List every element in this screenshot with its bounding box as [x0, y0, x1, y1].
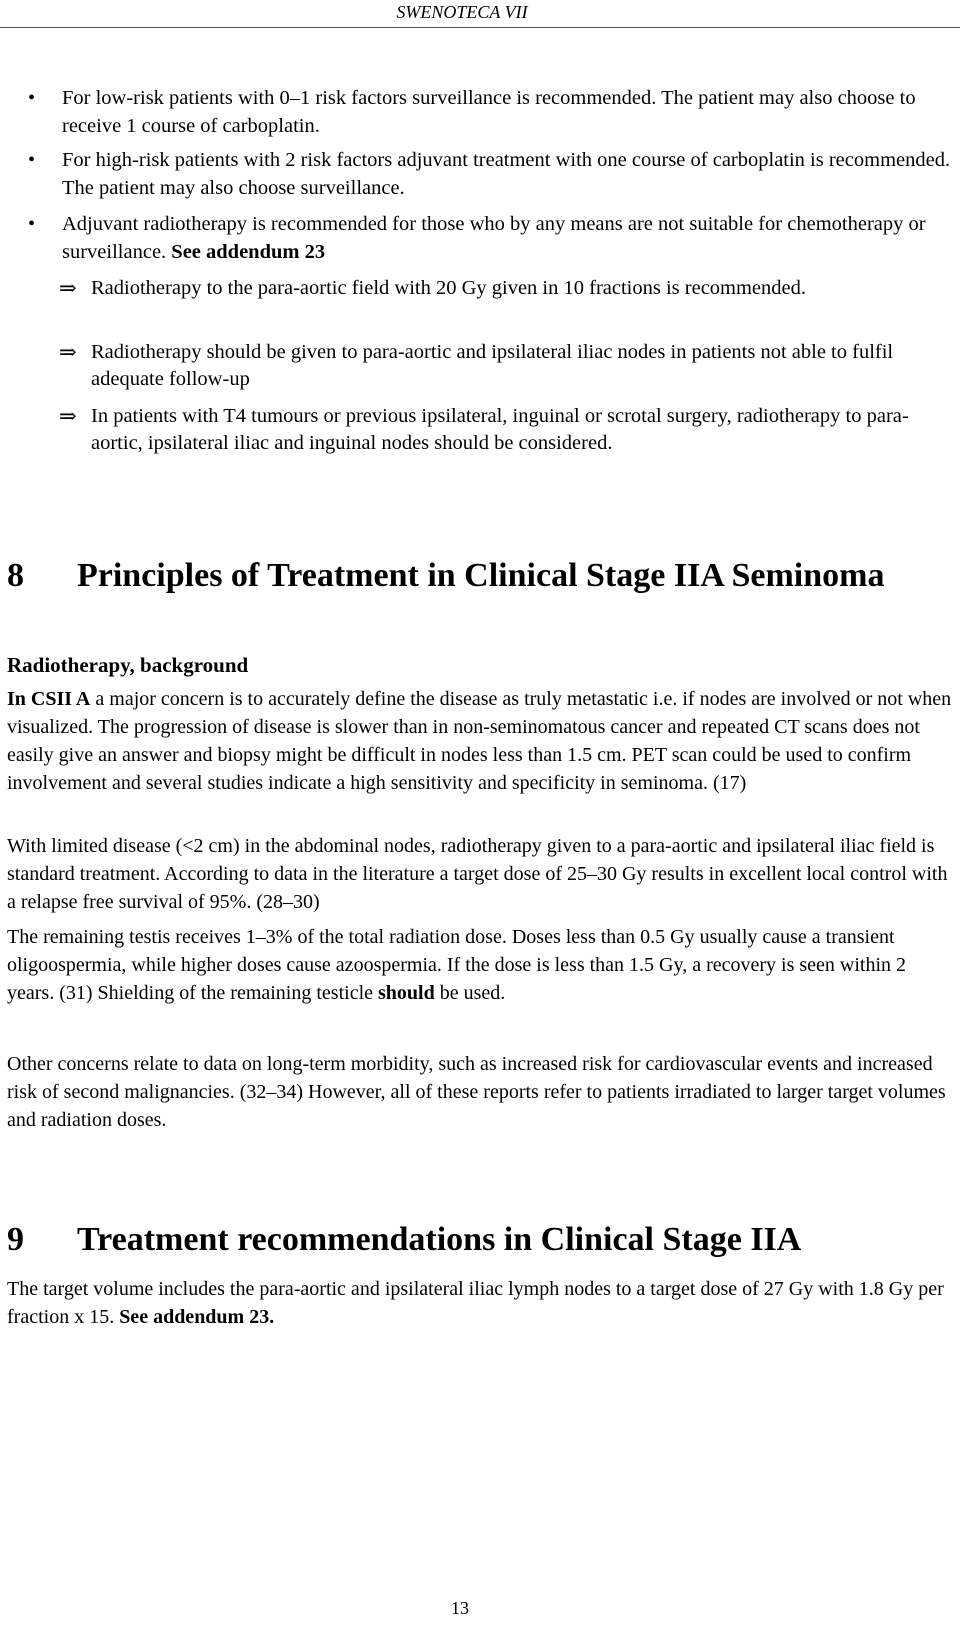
paragraph-bold-word: should	[378, 982, 435, 1004]
bullet-dot-icon: •	[28, 213, 36, 235]
arrow-text: Radiotherapy should be given to para-aortic and ipsilateral iliac nodes in patients not able to fulfil adequate follow-up	[91, 341, 894, 390]
page-header	[0, 0, 960, 28]
paragraph	[7, 1275, 955, 1331]
paragraph-text: Other concerns relate to data on long-term morbidity, such as increased risk for cardiovascular events and increased risk of second malignancies. (32–34) However, all of these reports refer to patients irradiated to larger target volumes and radiation doses.	[7, 1053, 946, 1131]
implies-arrow-icon: ⇒	[59, 276, 77, 300]
arrow-item	[59, 275, 953, 302]
implies-arrow-icon: ⇒	[59, 404, 77, 428]
arrow-text: In patients with T4 tumours or previous ipsilateral, inguinal or scrotal surgery, radiotherapy to para-aortic, ipsilateral iliac and inguinal nodes should be considered.	[91, 405, 909, 454]
header-title: SWENOTECA VII	[396, 2, 528, 22]
paragraph	[7, 1050, 955, 1134]
bullet-item	[28, 84, 952, 140]
section-title: Principles of Treatment in Clinical Stage IIA Seminoma	[77, 557, 885, 594]
paragraph-text: a major concern is to accurately define the disease as truly metastatic i.e. if nodes are involved or not when visualized. The progression of disease is slower than in non-seminomatous cancer and repeated CT scans does not easily give an answer and biopsy might be difficult in nodes less than 1.5 cm. PET scan could be used to confirm involvement and several studies indicate a high sensitivity and specificity in seminoma. (17)	[7, 688, 952, 794]
arrow-text: Radiotherapy to the para-aortic field with 20 Gy given in 10 fractions is recommended.	[91, 277, 807, 299]
paragraph-text: The target volume includes the para-aortic and ipsilateral iliac lymph nodes to a target dose of 27 Gy with 1.8 Gy per fraction x 15.	[7, 1278, 944, 1328]
bullet-text: For low-risk patients with 0–1 risk factors surveillance is recommended. The patient may also choose to receive 1 course of carboplatin.	[62, 87, 916, 137]
section-number: 9	[7, 1221, 24, 1258]
bullet-dot-icon: •	[28, 149, 36, 171]
section-number: 8	[7, 557, 24, 594]
paragraph	[7, 685, 955, 797]
addendum-reference: See addendum 23	[171, 241, 326, 263]
paragraph-bold-lead: In CSII A	[7, 688, 91, 710]
bullet-item	[28, 146, 952, 202]
page-number: 13	[451, 1598, 469, 1618]
paragraph	[7, 923, 955, 1007]
arrow-item	[59, 339, 953, 393]
paragraph-text: The remaining testis receives 1–3% of the total radiation dose. Doses less than 0.5 Gy usually cause a transient oligoospermia, while higher doses cause azoospermia. If the dose is less than 1.5 Gy, a recovery is seen within 2 years. (31) Shielding of the remaining testicle	[7, 926, 907, 1004]
paragraph	[7, 832, 955, 916]
bullet-text: Adjuvant radiotherapy is recommended for those who by any means are not suitable for chemotherapy or surveillance.	[62, 213, 926, 263]
page-footer	[0, 1598, 960, 1619]
arrow-item	[59, 403, 953, 457]
paragraph-text: With limited disease (<2 cm) in the abdominal nodes, radiotherapy given to a para-aortic and ipsilateral iliac field is standard treatment. According to data in the literature a target dose of 25–30 Gy results in excellent local control with a relapse free survival of 95%. (28–30)	[7, 835, 948, 913]
subheading: Radiotherapy, background	[7, 653, 249, 677]
implies-arrow-icon: ⇒	[59, 340, 77, 364]
bullet-text: For high-risk patients with 2 risk factors adjuvant treatment with one course of carboplatin is recommended. The patient may also choose surveillance.	[62, 149, 951, 199]
paragraph-text: be used.	[434, 982, 506, 1004]
addendum-reference: See addendum 23.	[119, 1306, 275, 1328]
bullet-item	[28, 210, 952, 266]
section-title: Treatment recommendations in Clinical Stage IIA	[77, 1221, 802, 1258]
bullet-dot-icon: •	[28, 87, 36, 109]
